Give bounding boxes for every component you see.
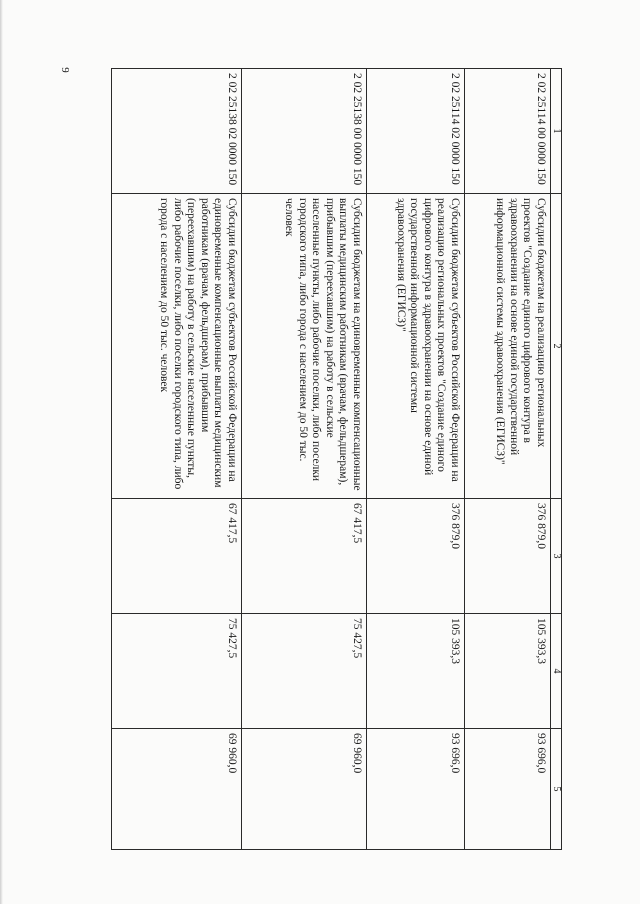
budget-code: 2 02 25138 00 0000 150 (242, 69, 367, 194)
row-description: Субсидии бюджетам на реализацию региональных проектов "Создание единого цифрового контура в здравоохранении на основе единой государственной информационной системы здравоохранения (ЕГИСЗ)" (465, 194, 551, 499)
value-col4: 105 393,3 (367, 614, 465, 729)
row-description: Субсидии бюджетам субъектов Российской Федерации на единовременные компенсационные выплаты медицинским работникам (врачам, фельдшерам), прибывшим (переехавшим) на работу в сельские населенные пункты, либо рабочие поселки, либо поселки городского типа, либо города с населением до 50 тыс. человек (112, 194, 242, 499)
budget-table (111, 68, 562, 850)
column-header: 2 (551, 194, 562, 499)
column-header: 4 (551, 614, 562, 729)
value-col3: 67 417,5 (242, 499, 367, 614)
table-row (112, 69, 242, 850)
value-col5: 69 960,0 (242, 729, 367, 850)
table-row (465, 69, 551, 850)
value-col4: 105 393,3 (465, 614, 551, 729)
table-row (367, 69, 465, 850)
value-col5: 93 696,0 (465, 729, 551, 850)
column-header: 1 (551, 69, 562, 194)
value-col3: 67 417,5 (112, 499, 242, 614)
budget-code: 2 02 25114 00 0000 150 (465, 69, 551, 194)
budget-table-rotated (111, 68, 562, 849)
row-description: Субсидии бюджетам на единовременные компенсационные выплаты медицинским работникам (врачам, фельдшерам), прибывшим (переехавшим) на работу в сельские населенные пункты, либо рабочие поселки, либо поселки городского типа, либо города с населением до 50 тыс. человек (242, 194, 367, 499)
value-col5: 69 960,0 (112, 729, 242, 850)
table-row (242, 69, 367, 850)
value-col4: 75 427,5 (242, 614, 367, 729)
binding-edge (0, 0, 3, 904)
column-header: 5 (551, 729, 562, 850)
page-number: 9 (59, 67, 71, 73)
row-description: Субсидии бюджетам субъектов Российской Федерации на реализацию региональных проектов "Создание единого цифрового контура в здравоохранении на основе единой государственной информационной системы здравоохранения (ЕГИСЗ)" (367, 194, 465, 499)
column-header: 3 (551, 499, 562, 614)
table-header-row (551, 69, 562, 850)
value-col3: 376 879,0 (465, 499, 551, 614)
budget-code: 2 02 25138 02 0000 150 (112, 69, 242, 194)
value-col4: 75 427,5 (112, 614, 242, 729)
value-col3: 376 879,0 (367, 499, 465, 614)
value-col5: 93 696,0 (367, 729, 465, 850)
budget-code: 2 02 25114 02 0000 150 (367, 69, 465, 194)
